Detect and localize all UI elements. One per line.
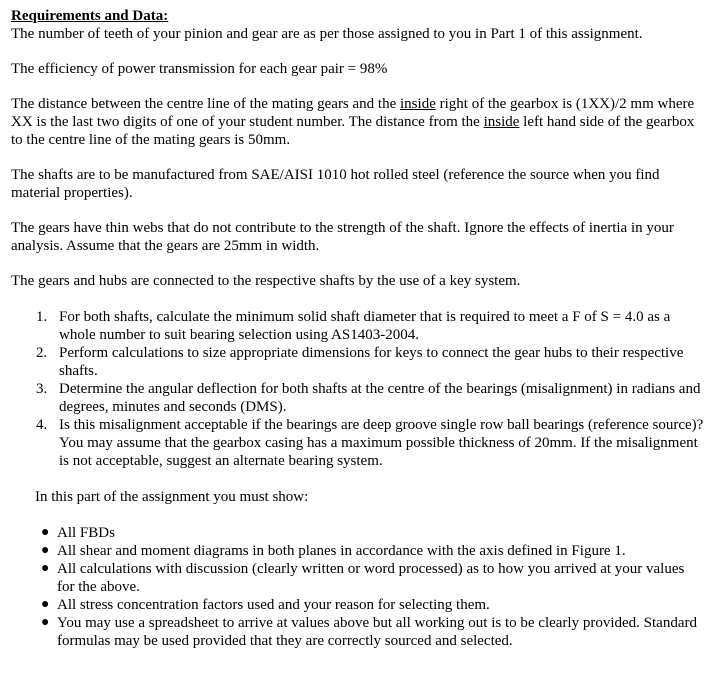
paragraph-distance-part-a: The distance between the centre line of the mating gears and the bbox=[11, 96, 401, 112]
list-number: 4. bbox=[36, 417, 48, 433]
paragraph-distance-part-b: right of the gearbox is (1XX)/2 mm where XX is the last two digits of one of your student number. The distance from the bbox=[11, 96, 695, 130]
list-item-text: For both shafts, calculate the minimum solid shaft diameter that is required to meet a F of S = 4.0 as a whole number to suit bearing selection using AS1403-2004. bbox=[59, 309, 671, 343]
list-item bbox=[11, 380, 705, 416]
paragraph-distance-part-c: left hand side of the gearbox to the centre line of the mating gears is 50mm. bbox=[11, 114, 695, 148]
bullet-icon: ● bbox=[41, 561, 50, 576]
list-item bbox=[11, 596, 705, 614]
list-number: 1. bbox=[36, 309, 48, 325]
list-item-text: All FBDs bbox=[57, 525, 115, 541]
list-number: 2. bbox=[36, 345, 48, 361]
paragraph-distance bbox=[11, 95, 705, 149]
show-intro: In this part of the assignment you must show: bbox=[35, 489, 309, 505]
bullet-icon: ● bbox=[41, 525, 50, 540]
paragraph-gears: The gears have thin webs that do not contribute to the strength of the shaft. Ignore the effects of inertia in your analysis. Assume that the gears are 25mm in width. bbox=[11, 220, 674, 254]
list-number: 3. bbox=[36, 381, 48, 397]
list-item bbox=[11, 560, 705, 596]
paragraph-material: The shafts are to be manufactured from SAE/AISI 1010 hot rolled steel (reference the source when you find material properties). bbox=[11, 167, 660, 201]
list-item bbox=[11, 542, 705, 560]
paragraph-efficiency: The efficiency of power transmission for each gear pair = 98% bbox=[11, 61, 388, 77]
section-heading: Requirements and Data: bbox=[11, 8, 169, 24]
paragraph-key-system: The gears and hubs are connected to the respective shafts by the use of a key system. bbox=[11, 273, 521, 289]
list-item bbox=[11, 308, 705, 344]
list-item-text: Perform calculations to size appropriate dimensions for keys to connect the gear hubs to their respective shafts. bbox=[59, 345, 684, 379]
list-item bbox=[11, 614, 705, 650]
list-item bbox=[11, 344, 705, 380]
requirements-list bbox=[11, 308, 705, 470]
underlined-inside-left: inside bbox=[483, 114, 520, 130]
list-item-text: All shear and moment diagrams in both planes in accordance with the axis defined in Figure 1. bbox=[57, 543, 626, 559]
list-item bbox=[11, 524, 705, 542]
list-item-text: All calculations with discussion (clearly written or word processed) as to how you arrived at your values for the above. bbox=[57, 561, 685, 595]
bullet-icon: ● bbox=[41, 615, 50, 630]
show-list bbox=[11, 524, 705, 650]
bullet-icon: ● bbox=[41, 543, 50, 558]
bullet-icon: ● bbox=[41, 597, 50, 612]
list-item-text: Determine the angular deflection for both shafts at the centre of the bearings (misalignment) in radians and degrees, minutes and seconds (DMS). bbox=[59, 381, 701, 415]
list-item-text: All stress concentration factors used and your reason for selecting them. bbox=[57, 597, 490, 613]
underlined-inside-right: inside bbox=[400, 96, 436, 112]
list-item bbox=[11, 416, 705, 470]
list-item-text: You may use a spreadsheet to arrive at values above but all working out is to be clearly provided. Standard formulas may be used provided that they are correctly sourced and selected. bbox=[57, 615, 697, 649]
list-item-text: Is this misalignment acceptable if the bearings are deep groove single row ball bearings (reference source)? You may assume that the gearbox casing has a maximum possible thickness of 20mm. If the misalignment is not acceptable, suggest an alternate bearing system. bbox=[59, 417, 704, 469]
document-body bbox=[11, 7, 705, 650]
paragraph-teeth: The number of teeth of your pinion and gear are as per those assigned to you in Part 1 of this assignment. bbox=[11, 26, 643, 42]
